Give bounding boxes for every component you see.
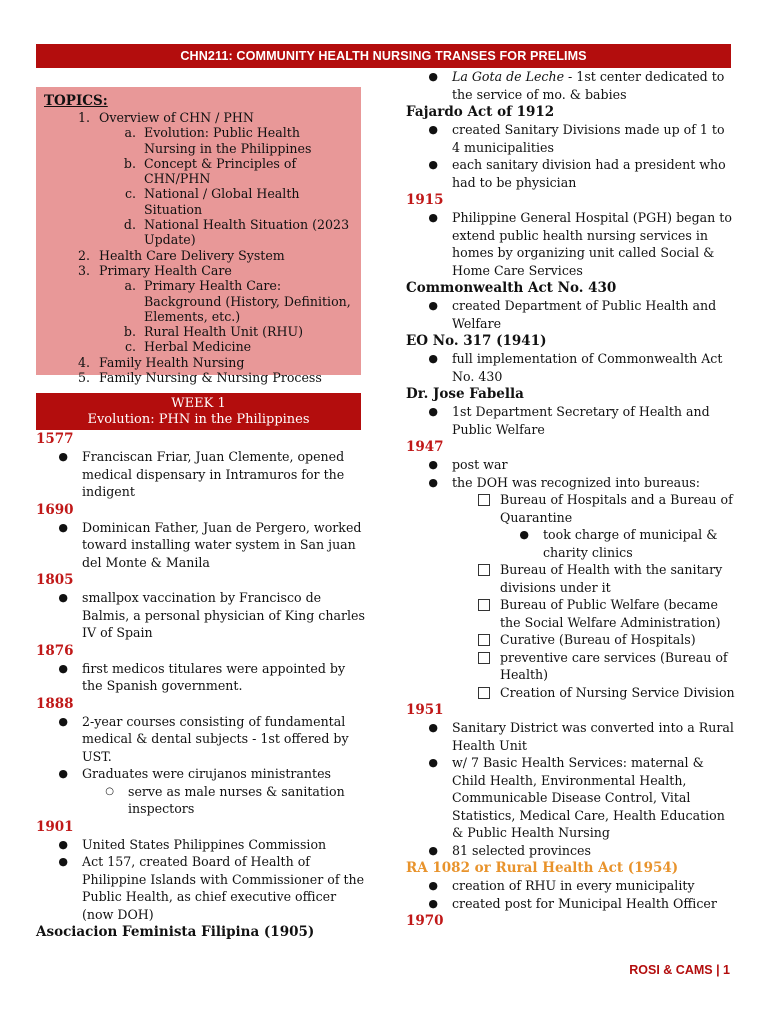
topic-text: Family Nursing & Nursing Process (99, 370, 322, 386)
list-item-text: 1st Department Secretary of Health and Public Welfare (452, 404, 710, 437)
subtopic-letter: b. (123, 155, 136, 171)
list-item (406, 68, 736, 103)
subtopic-text: Evolution: Public Health Nursing in the Philippines (144, 125, 312, 156)
list-item-text: Franciscan Friar, Juan Clemente, opened medical dispensary in Intramuros for the indigent (82, 449, 345, 499)
year-heading: 1577 (36, 431, 74, 447)
year-heading: 1947 (406, 439, 444, 455)
list-item-text: first medicos titulares were appointed by the Spanish government. (82, 660, 346, 693)
bullet-icon: ● (428, 721, 438, 734)
hollow-bullet-icon: ○ (105, 785, 114, 797)
list-item (406, 297, 736, 332)
list-item-text: post war (452, 457, 508, 472)
bullet-icon: ● (58, 661, 68, 675)
list-item (406, 895, 736, 913)
bullet-icon: ● (428, 211, 438, 224)
list-item (36, 660, 366, 695)
list-item-text: Dominican Father, Juan de Pergero, worked toward installing water system in San juan del Monte & Manila (82, 519, 362, 570)
year-heading: 1690 (36, 501, 74, 518)
sub-list-item (406, 526, 736, 561)
list-item-text: created Department of Public Health and Welfare (452, 298, 717, 331)
topic-item (44, 263, 353, 278)
checkbox-icon (478, 652, 490, 664)
list-item (406, 350, 736, 385)
list-item (36, 589, 366, 642)
section-heading: Dr. Jose Fabella (406, 386, 524, 402)
list-item-text: took charge of municipal & charity clinics (543, 527, 718, 560)
topic-number: 1. (77, 110, 90, 125)
list-item (406, 842, 736, 860)
subtopic-letter: c. (124, 186, 136, 202)
year-heading: 1970 (406, 913, 444, 929)
bullet-icon: ● (58, 837, 68, 851)
week-label: WEEK 1 (171, 396, 226, 411)
topic-item (44, 355, 353, 370)
bullet-icon: ● (428, 843, 438, 857)
year-heading: 1876 (36, 642, 74, 659)
bullet-icon: ● (428, 70, 438, 83)
subtopic-text: Primary Health Care: Background (History, Definition, Elements, etc.) (144, 278, 351, 324)
gota-description: - 1st center dedicated to the service of mo. & babies (452, 69, 725, 102)
checkbox-icon (478, 599, 490, 611)
section-heading: Asociacion Feminista Filipina (1905) (36, 924, 315, 940)
bullet-icon: ● (428, 299, 438, 312)
list-item-text: smallpox vaccination by Francisco de Balmis, a personal physician of King charles IV of Spain (82, 590, 365, 640)
subtopic-item (44, 324, 353, 339)
list-item-text: created Sanitary Divisions made up of 1 to 4 municipalities (452, 122, 725, 155)
topic-text: Family Health Nursing (99, 354, 245, 370)
bullet-icon: ● (428, 475, 438, 489)
topic-number: 5. (77, 370, 90, 386)
bullet-icon: ● (428, 405, 438, 418)
list-item-text: w/ 7 Basic Health Services: maternal & Child Health, Environmental Health, Communicable Disease Control, Vital Statistics, Medical Care, Health Education & Public Health Nursing (452, 755, 725, 840)
bullet-icon: ● (428, 158, 438, 171)
topic-number: 4. (77, 354, 90, 370)
bullet-icon: ● (519, 528, 529, 541)
list-item (406, 456, 736, 474)
checklist-text: preventive care services (Bureau of Health) (500, 649, 728, 682)
checklist-text: Curative (Bureau of Hospitals) (500, 632, 696, 647)
list-item-text: Philippine General Hospital (PGH) began to extend public health nursing services in homes by organizing unit called Social & Home Care Services (452, 210, 732, 278)
topics-heading: TOPICS: (44, 93, 108, 109)
week-header (36, 393, 361, 430)
list-item (406, 156, 736, 191)
subtopic-letter: b. (123, 324, 136, 340)
law-heading: RA 1082 or Rural Health Act (1954) (406, 860, 679, 876)
checklist-text: Creation of Nursing Service Division (500, 684, 735, 700)
bullet-icon: ● (58, 855, 68, 868)
list-item-text: the DOH was recognized into bureaus: (452, 474, 701, 490)
list-item-text: Graduates were cirujanos ministrantes (82, 766, 331, 781)
list-item (406, 474, 736, 492)
bullet-icon: ● (428, 458, 438, 471)
gota-title: La Gota de Leche (452, 69, 565, 84)
list-item-text: creation of RHU in every municipality (452, 878, 695, 893)
week-title: Evolution: PHN in the Philippines (87, 411, 310, 427)
bullet-icon: ● (58, 714, 68, 728)
topic-number: 2. (77, 247, 90, 263)
checklist-item (406, 596, 736, 631)
bullet-icon: ● (428, 879, 438, 892)
list-item (406, 754, 736, 842)
page-footer: ROSI & CAMS | 1 (629, 963, 730, 977)
topic-item (44, 370, 353, 385)
list-item-text: full implementation of Commonwealth Act No. 430 (452, 351, 723, 384)
list-item-text: Act 157, created Board of Health of Philippine Islands with Commissioner of the Public Health, as chief executive officer (now DOH) (82, 854, 365, 922)
list-item-text: Sanitary District was converted into a Rural Health Unit (452, 720, 734, 753)
list-item (406, 877, 736, 895)
checklist-item (406, 649, 736, 684)
list-item (36, 519, 366, 572)
list-item (36, 448, 366, 501)
topic-item (44, 110, 353, 125)
topic-item (44, 248, 353, 263)
year-heading: 1805 (36, 572, 74, 588)
checklist-text: Bureau of Health with the sanitary divisions under it (500, 562, 723, 595)
topic-number: 3. (77, 262, 90, 278)
list-item-text: each sanitary division had a president who had to be physician (452, 157, 726, 190)
left-column (36, 430, 366, 941)
right-column (406, 68, 736, 930)
checklist-text: Bureau of Public Welfare (became the Social Welfare Administration) (500, 597, 721, 630)
list-item-text: created post for Municipal Health Officer (452, 895, 717, 911)
checklist-item (406, 631, 736, 649)
bullet-icon: ● (428, 896, 438, 910)
subtopic-text: National Health Situation (2023 Update) (144, 217, 350, 248)
list-item-text: 81 selected provinces (452, 842, 591, 858)
list-item-text: 2-year courses consisting of fundamental medical & dental subjects - 1st offered by UST. (82, 713, 349, 764)
year-heading: 1888 (36, 695, 74, 712)
list-item-text (452, 68, 736, 103)
topics-box (36, 87, 361, 386)
list-item (406, 121, 736, 156)
document-title: CHN211: COMMUNITY HEALTH NURSING TRANSES FOR PRELIMS (36, 44, 731, 68)
subtopic-item (44, 186, 353, 217)
subtopic-text: National / Global Health Situation (144, 186, 300, 217)
subtopic-item (44, 278, 353, 324)
bullet-icon: ● (428, 756, 438, 769)
list-item-text: serve as male nurses & sanitation inspectors (128, 783, 345, 816)
subtopic-letter: a. (124, 125, 136, 141)
list-item-text: United States Philippines Commission (82, 836, 327, 852)
subtopic-text: Concept & Principles of CHN/PHN (144, 155, 297, 187)
subtopic-letter: d. (123, 217, 136, 233)
topic-text: Health Care Delivery System (99, 247, 285, 263)
topic-text: Primary Health Care (99, 262, 232, 278)
subtopic-text: Rural Health Unit (RHU) (144, 324, 304, 340)
checklist-item (406, 561, 736, 596)
bullet-icon: ● (428, 352, 438, 365)
subtopic-letter: c. (124, 339, 136, 355)
sub-list-item (36, 783, 366, 818)
subtopic-item (44, 125, 353, 156)
list-item (406, 209, 736, 279)
checklist-item (406, 684, 736, 702)
topic-text: Overview of CHN / PHN (99, 110, 254, 125)
checkbox-icon (478, 634, 490, 646)
section-heading: EO No. 317 (1941) (406, 333, 547, 349)
checkbox-icon (478, 687, 490, 699)
subtopic-item (44, 217, 353, 248)
list-item (406, 403, 736, 438)
year-heading: 1901 (36, 818, 74, 835)
list-item (36, 765, 366, 783)
bullet-icon: ● (58, 450, 68, 463)
checklist-text: Bureau of Hospitals and a Bureau of Quarantine (500, 492, 733, 525)
bullet-icon: ● (428, 123, 438, 136)
subtopic-text: Herbal Medicine (144, 339, 252, 355)
checklist-item (406, 491, 736, 526)
year-heading: 1951 (406, 702, 444, 718)
year-heading: 1915 (406, 192, 444, 208)
subtopic-letter: a. (124, 278, 136, 294)
section-heading: Commonwealth Act No. 430 (406, 280, 617, 296)
subtopic-item (44, 339, 353, 354)
list-item (36, 853, 366, 923)
subtopic-item (44, 156, 353, 187)
checkbox-icon (478, 494, 490, 506)
section-heading: Fajardo Act of 1912 (406, 104, 555, 120)
list-item (36, 713, 366, 766)
list-item (406, 719, 736, 754)
bullet-icon: ● (58, 767, 68, 780)
bullet-icon: ● (58, 520, 68, 534)
bullet-icon: ● (58, 591, 68, 604)
list-item (36, 836, 366, 854)
checkbox-icon (478, 564, 490, 576)
